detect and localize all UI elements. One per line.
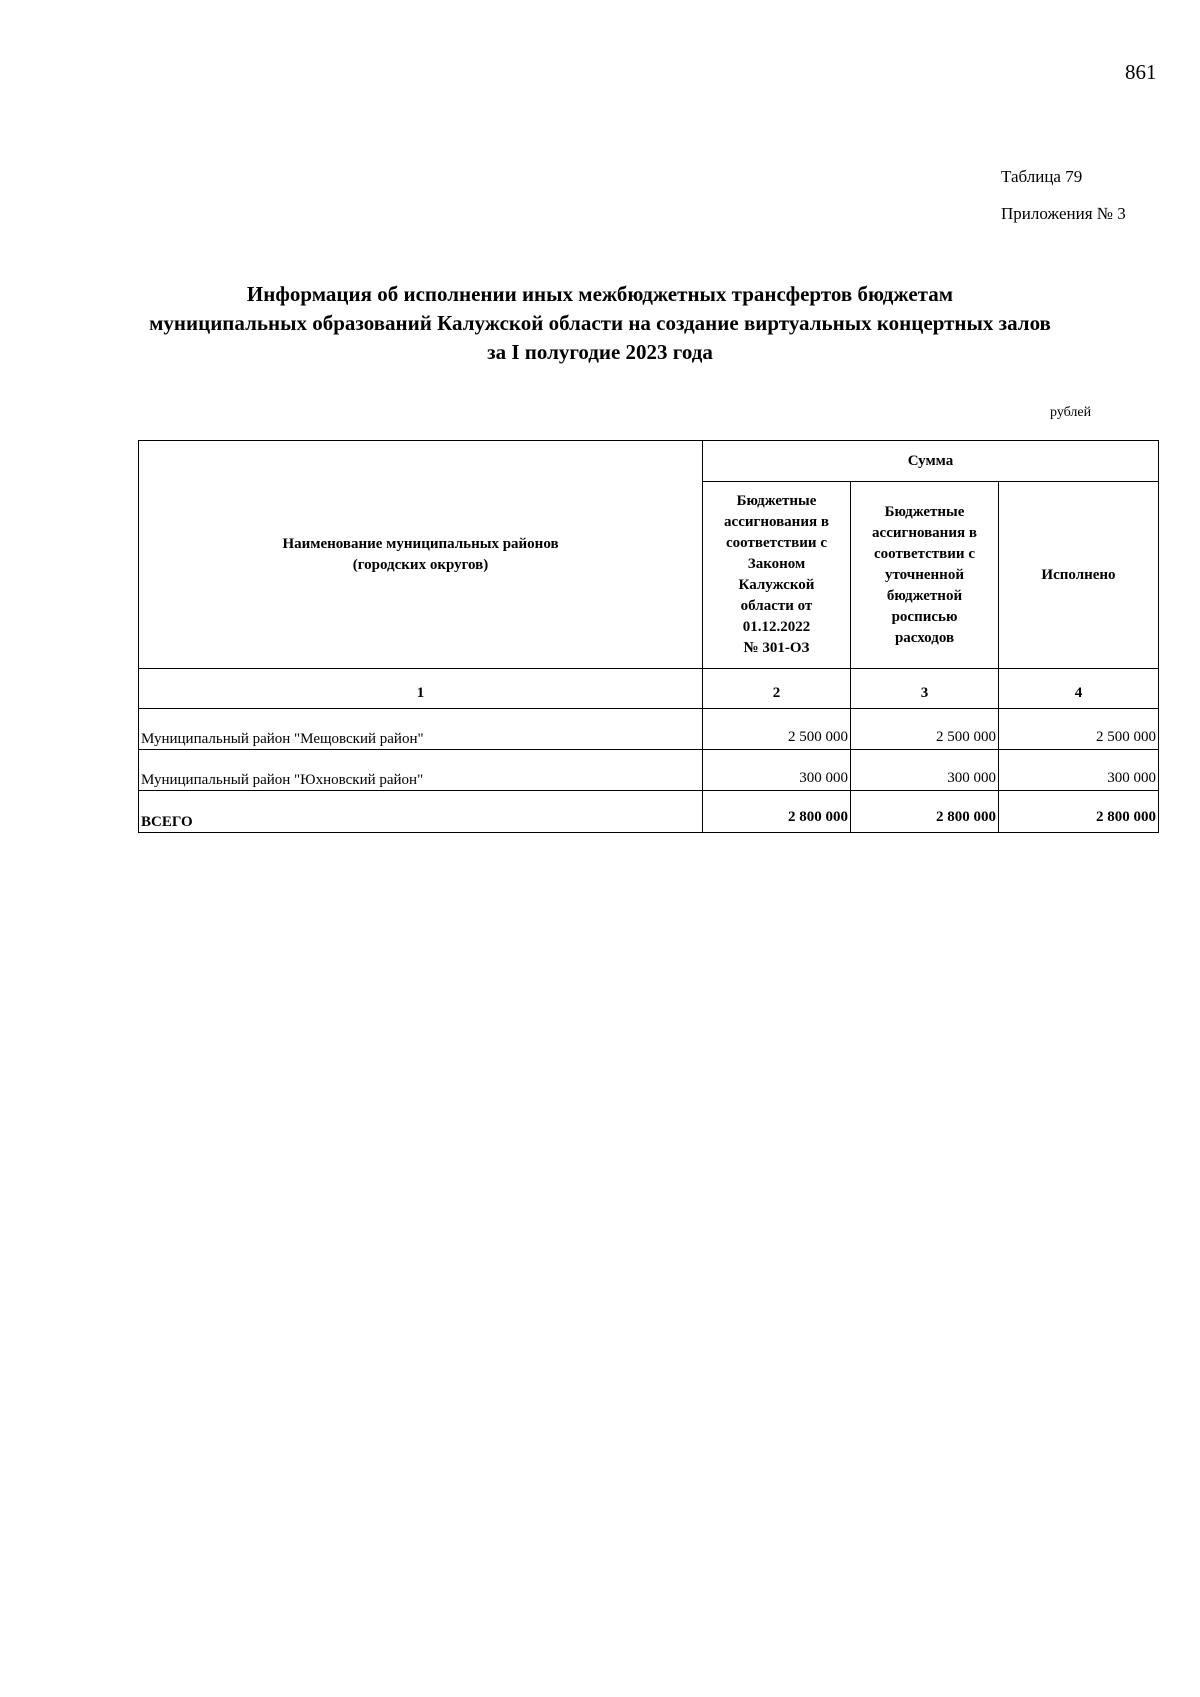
- header-col3-line: бюджетной: [886, 587, 963, 604]
- column-number: 1: [139, 669, 703, 709]
- header-col2-line: соответствии с: [726, 535, 827, 551]
- total-row: [139, 791, 1159, 833]
- table-row: [139, 709, 1159, 750]
- header-col2-line: Бюджетные: [736, 493, 817, 509]
- total-law-appropriation: 2 800 000: [703, 791, 851, 833]
- header-col2-line: области от: [740, 598, 813, 614]
- header-col3-line: ассигнования в: [872, 524, 977, 541]
- header-col3-line: соответствии с: [874, 545, 975, 562]
- column-number-row: [139, 669, 1159, 709]
- header-col3-line: расходов: [894, 629, 955, 646]
- law-appropriation-value: 2 500 000: [703, 709, 851, 750]
- header-col-executed: Исполнено: [999, 482, 1159, 669]
- header-col2-line: ассигнования в: [724, 514, 829, 530]
- executed-value: 300 000: [999, 750, 1159, 791]
- title-line-1: Информация об исполнении иных межбюджетных трансфертов бюджетам: [246, 282, 954, 306]
- column-number: 2: [703, 669, 851, 709]
- header-name-line-1: Наименование муниципальных районов: [282, 535, 559, 552]
- units-label: рублей: [1050, 405, 1092, 420]
- document-title: [100, 280, 1100, 367]
- header-col3-line: росписью: [891, 608, 958, 625]
- municipality-name: Муниципальный район "Юхновский район": [139, 750, 703, 791]
- header-col2-line: № 301-ОЗ: [743, 640, 810, 656]
- total-label: ВСЕГО: [139, 791, 703, 833]
- header-col-law-appropriations: [703, 482, 851, 669]
- table-row: [139, 750, 1159, 791]
- header-col-refined-appropriations: [851, 482, 999, 669]
- header-municipality-name: [139, 441, 703, 669]
- header-col2-line: 01.12.2022: [742, 619, 811, 635]
- title-line-2: муниципальных образований Калужской области на создание виртуальных концертных залов: [149, 311, 1051, 335]
- header-col3-line: Бюджетные: [884, 503, 965, 520]
- executed-value: 2 500 000: [999, 709, 1159, 750]
- header-col2-line: Калужской: [738, 577, 815, 593]
- municipality-name: Муниципальный район "Мещовский район": [139, 709, 703, 750]
- header-sum-group: Сумма: [703, 441, 1159, 482]
- title-line-3: за I полугодие 2023 года: [487, 340, 713, 364]
- appendix-number: Приложения № 3: [1001, 204, 1126, 223]
- total-executed: 2 800 000: [999, 791, 1159, 833]
- column-number: 4: [999, 669, 1159, 709]
- header-col3-line: уточненной: [885, 566, 964, 583]
- table-reference: [1001, 158, 1126, 232]
- law-appropriation-value: 300 000: [703, 750, 851, 791]
- transfers-table: [138, 440, 1159, 833]
- total-refined-appropriation: 2 800 000: [851, 791, 999, 833]
- refined-appropriation-value: 2 500 000: [851, 709, 999, 750]
- column-number: 3: [851, 669, 999, 709]
- table-number: Таблица 79: [1001, 167, 1083, 186]
- header-col2-line: Законом: [747, 556, 806, 572]
- page-number: 861: [1125, 60, 1157, 84]
- header-name-line-2: (городских округов): [352, 556, 489, 573]
- refined-appropriation-value: 300 000: [851, 750, 999, 791]
